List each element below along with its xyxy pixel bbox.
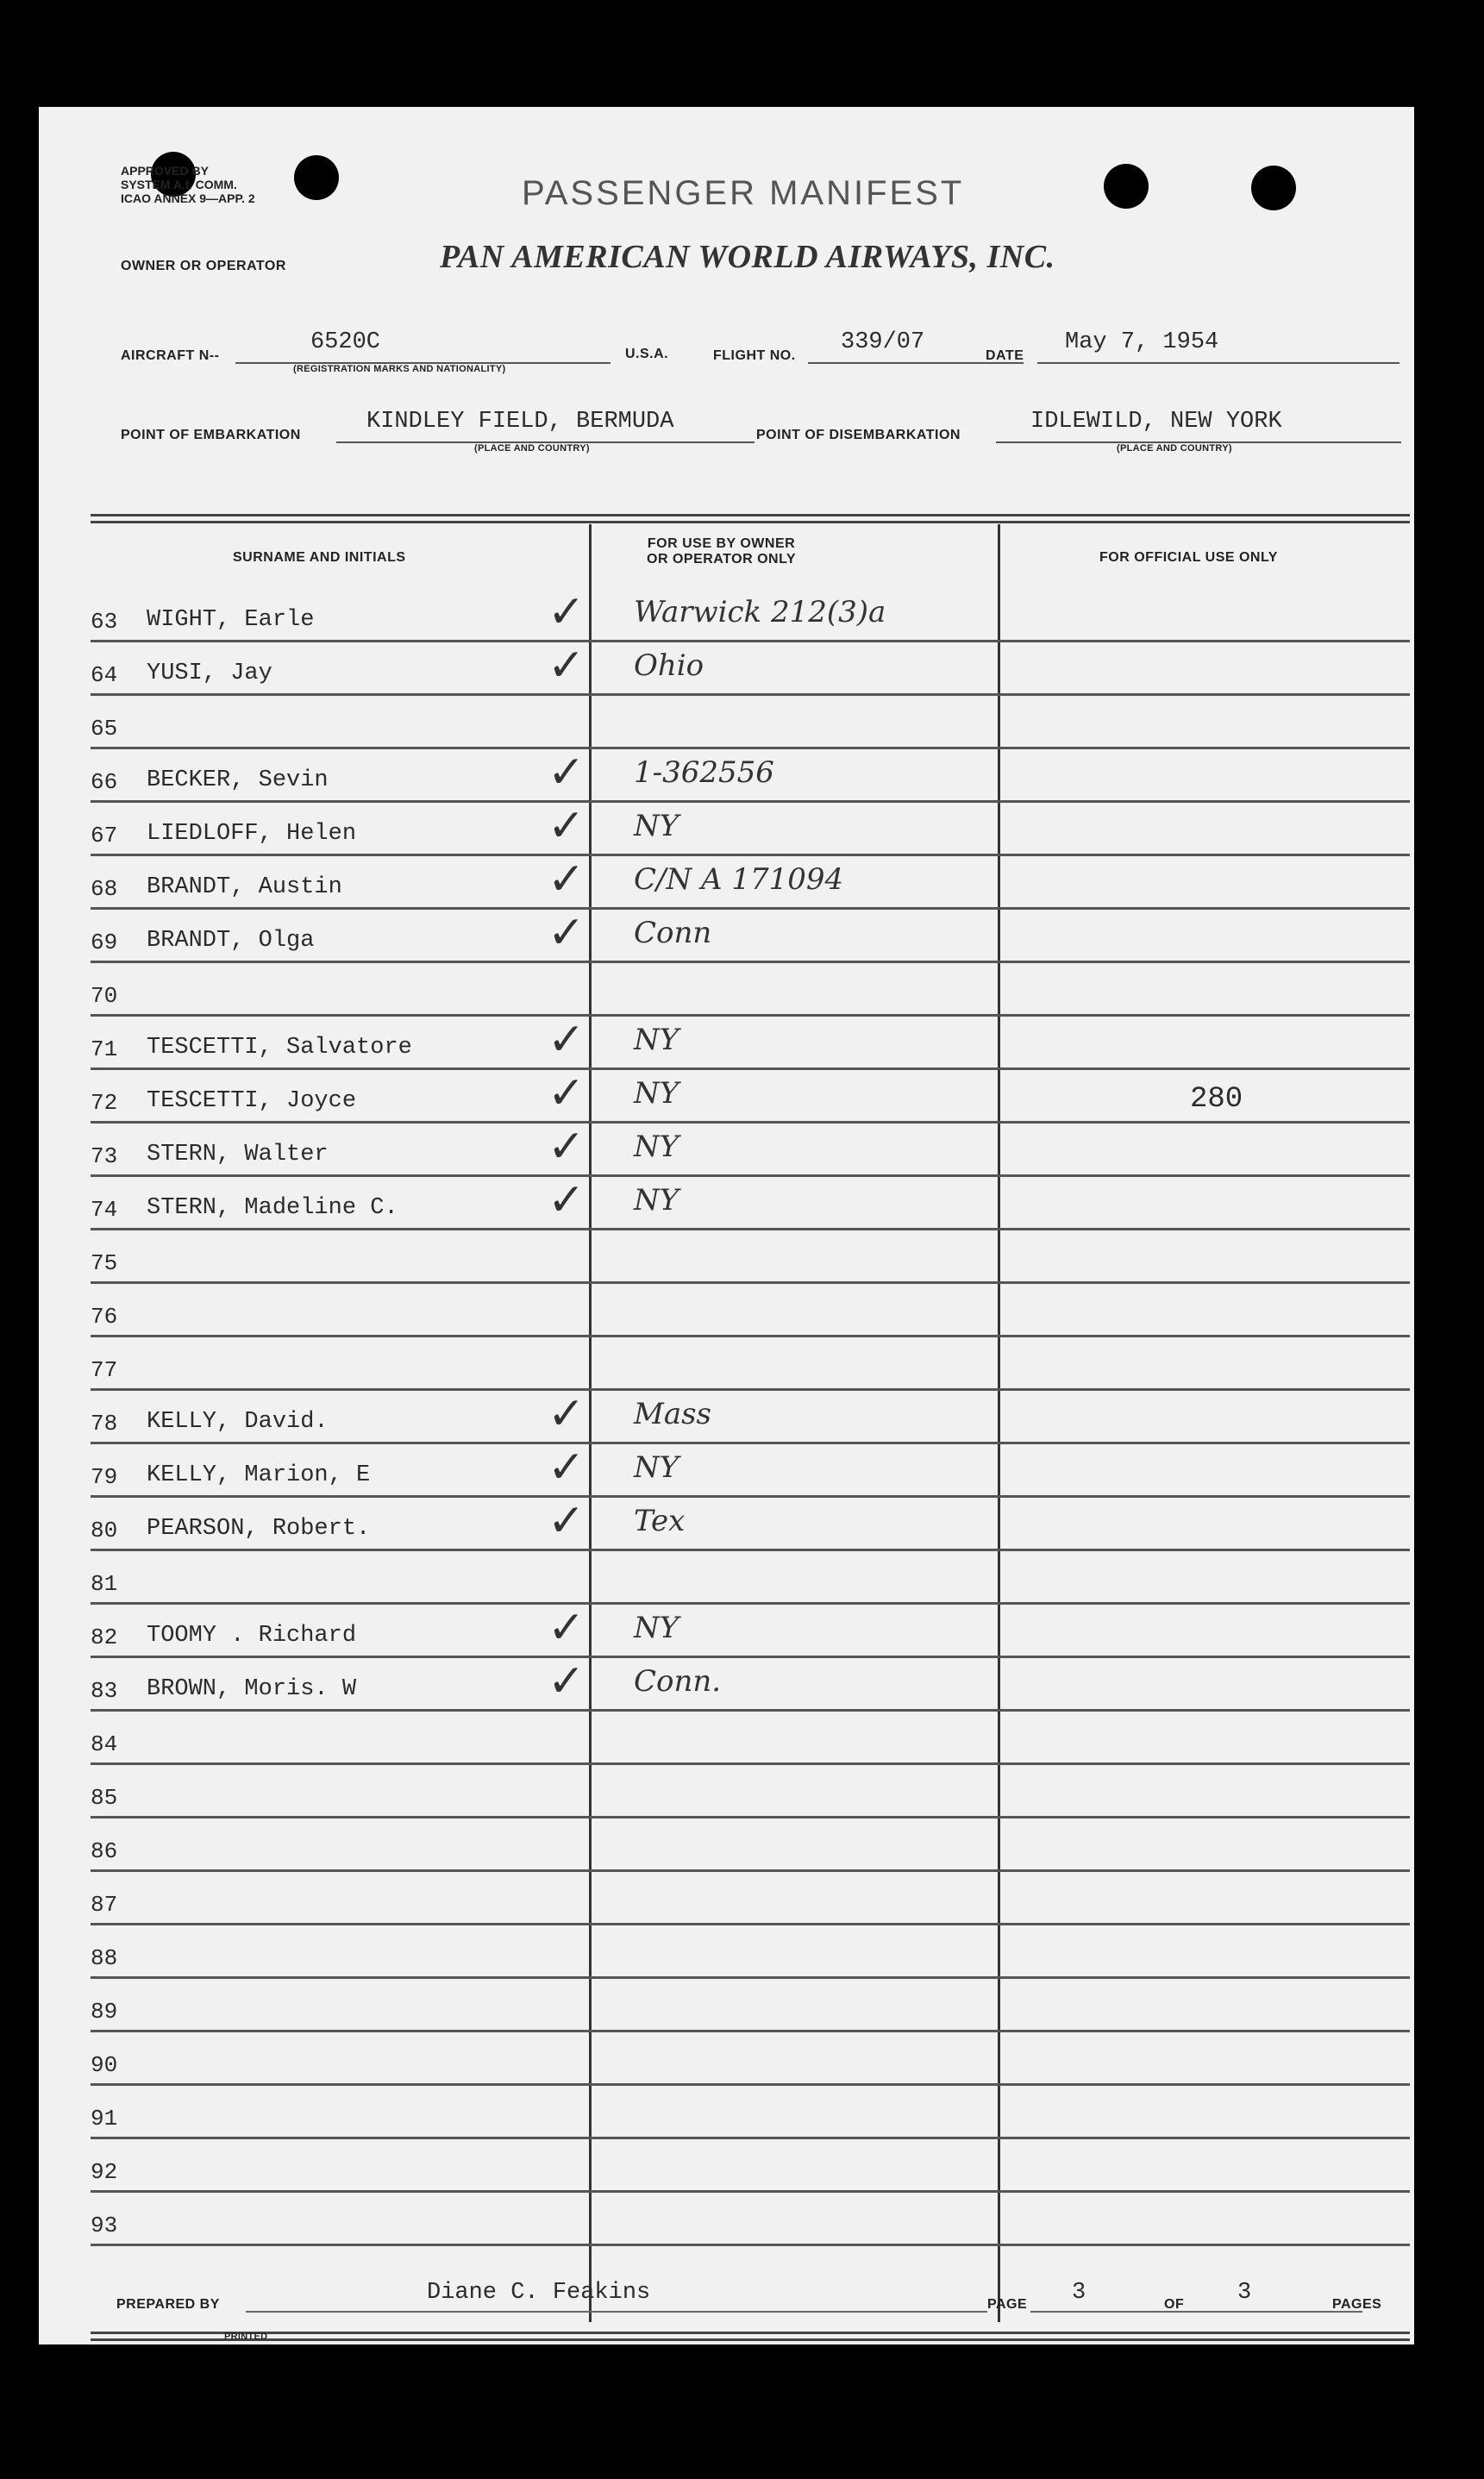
row-number: 78: [91, 1411, 118, 1437]
row-number: 66: [91, 769, 118, 795]
row-number: 71: [91, 1036, 118, 1062]
prepared-by-underline: [246, 2311, 987, 2313]
passenger-name: BECKER, Sevin: [147, 767, 329, 793]
row-number: 65: [91, 716, 118, 742]
row-number: 85: [91, 1785, 118, 1811]
table-row: [39, 1819, 1414, 1873]
operator-note: Warwick 212(3)a: [634, 595, 886, 629]
of-label: OF: [1164, 2297, 1185, 2312]
total-pages: 3: [1237, 2280, 1252, 2306]
row-rule: [91, 747, 1410, 749]
approval-line: ICAO ANNEX 9—APP. 2: [121, 191, 255, 205]
table-row: [39, 2194, 1414, 2247]
row-number: 89: [91, 1999, 118, 2025]
disembarkation-place-note: (PLACE AND COUNTRY): [1117, 443, 1232, 454]
table-row: [39, 1656, 1414, 1712]
table-bottom-rule-2: [91, 2338, 1410, 2341]
table-row: [39, 587, 1414, 643]
table-row: [39, 697, 1414, 750]
row-rule: [91, 1174, 1410, 1177]
row-number: 93: [91, 2213, 118, 2238]
row-number: 67: [91, 823, 118, 848]
check-mark-icon: ✓: [548, 908, 585, 958]
printed-mark: PRINTED: [224, 2332, 268, 2342]
row-number: 76: [91, 1304, 118, 1330]
row-number: 79: [91, 1464, 118, 1490]
row-number: 88: [91, 1945, 118, 1971]
row-rule: [91, 1709, 1410, 1712]
table-top-rule-2: [91, 521, 1410, 523]
row-rule: [91, 907, 1410, 910]
row-number: 87: [91, 1892, 118, 1918]
row-rule: [91, 854, 1410, 856]
table-row: [39, 1712, 1414, 1766]
passenger-name: WIGHT, Earle: [147, 607, 315, 633]
surname-column-header: SURNAME AND INITIALS: [233, 550, 406, 565]
row-rule: [91, 1976, 1410, 1979]
registration-note: (REGISTRATION MARKS AND NATIONALITY): [293, 364, 506, 374]
row-number: 73: [91, 1143, 118, 1169]
passenger-name: PEARSON, Robert.: [147, 1516, 371, 1542]
row-number: 83: [91, 1678, 118, 1704]
operator-note: NY: [634, 1611, 679, 1645]
row-number: 63: [91, 609, 118, 635]
check-mark-icon: ✓: [548, 1122, 585, 1172]
page-number: 3: [1072, 2280, 1086, 2306]
owner-use-header-line: OR OPERATOR ONLY: [647, 552, 797, 567]
disembarkation-label: POINT OF DISEMBARKATION: [756, 428, 961, 442]
row-number: 77: [91, 1357, 118, 1383]
row-rule: [91, 693, 1410, 696]
table-row: [39, 1496, 1414, 1552]
table-row: [39, 1926, 1414, 1980]
row-number: 80: [91, 1518, 118, 1543]
official-entry: 280: [1190, 1083, 1243, 1116]
date-label: DATE: [986, 348, 1024, 363]
table-row: [39, 1873, 1414, 1926]
row-rule: [91, 1281, 1410, 1284]
passenger-name: BRANDT, Olga: [147, 928, 315, 954]
row-number: 69: [91, 930, 118, 955]
table-row: [39, 1017, 1414, 1071]
table-row: [39, 1285, 1414, 1338]
row-number: 84: [91, 1731, 118, 1757]
passenger-name: STERN, Madeline C.: [147, 1195, 398, 1221]
operator-note: Mass: [634, 1397, 711, 1431]
aircraft-number: 6520C: [310, 329, 381, 355]
check-mark-icon: ✓: [548, 1656, 585, 1706]
row-number: 92: [91, 2159, 118, 2185]
row-rule: [91, 1388, 1410, 1391]
table-row: [39, 1552, 1414, 1606]
passenger-name: KELLY, David.: [147, 1409, 329, 1435]
row-rule: [91, 800, 1410, 803]
row-number: 81: [91, 1571, 118, 1597]
table-row: [39, 2033, 1414, 2087]
disembarkation-point: IDLEWILD, NEW YORK: [1030, 409, 1282, 435]
passenger-name: YUSI, Jay: [147, 660, 272, 686]
row-rule: [91, 1014, 1410, 1017]
row-rule: [91, 1656, 1410, 1658]
passenger-name: TESCETTI, Salvatore: [147, 1035, 412, 1061]
table-row: [39, 1068, 1414, 1124]
row-number: 68: [91, 876, 118, 902]
punch-hole-icon: [1251, 166, 1296, 210]
operator-note: NY: [634, 1450, 679, 1485]
table-row: [39, 1603, 1414, 1659]
row-number: 70: [91, 983, 118, 1009]
check-mark-icon: ✓: [548, 1068, 585, 1118]
row-rule: [91, 2083, 1410, 2086]
check-mark-icon: ✓: [548, 1175, 585, 1225]
table-row: [39, 1445, 1414, 1499]
row-number: 64: [91, 662, 118, 688]
row-number: 90: [91, 2052, 118, 2078]
check-mark-icon: ✓: [548, 1443, 585, 1493]
flight-label: FLIGHT NO.: [713, 348, 796, 363]
row-rule: [91, 1869, 1410, 1872]
embarkation-label: POINT OF EMBARKATION: [121, 428, 301, 442]
operator-note: NY: [634, 1130, 679, 1164]
row-number: 82: [91, 1624, 118, 1650]
approval-line: SYSTEM A.I. COMM.: [121, 178, 237, 191]
manifest-title: PASSENGER MANIFEST: [522, 174, 965, 212]
approval-line: APPROVED BY: [121, 164, 209, 178]
row-rule: [91, 640, 1410, 642]
date-underline: [1037, 362, 1399, 364]
row-rule: [91, 2030, 1410, 2032]
row-rule: [91, 1495, 1410, 1498]
table-top-rule: [91, 514, 1410, 516]
page-label: PAGE: [987, 2297, 1028, 2312]
operator-note: 1-362556: [634, 755, 774, 790]
table-row: [39, 643, 1414, 697]
pages-label: PAGES: [1332, 2297, 1382, 2312]
official-use-column-header: FOR OFFICIAL USE ONLY: [1099, 550, 1278, 565]
row-number: 86: [91, 1838, 118, 1864]
operator-note: Tex: [634, 1504, 686, 1538]
row-rule: [91, 1816, 1410, 1819]
operator-note: NY: [634, 1183, 679, 1218]
row-number: 74: [91, 1197, 118, 1223]
table-row: [39, 1231, 1414, 1285]
row-rule: [91, 2137, 1410, 2139]
passenger-name: BROWN, Moris. W: [147, 1676, 357, 1702]
operator-note: Ohio: [634, 648, 704, 683]
punch-hole-icon: [1104, 164, 1149, 209]
passenger-name: STERN, Walter: [147, 1142, 329, 1168]
passenger-name: LIEDLOFF, Helen: [147, 821, 357, 847]
table-row: [39, 1338, 1414, 1392]
table-row: [39, 1766, 1414, 1819]
row-rule: [91, 2190, 1410, 2193]
check-mark-icon: ✓: [548, 1603, 585, 1653]
check-mark-icon: ✓: [548, 1496, 585, 1546]
punch-hole-icon: [294, 155, 339, 200]
row-rule: [91, 1228, 1410, 1230]
passenger-name: TOOMY . Richard: [147, 1623, 357, 1649]
table-row: [39, 857, 1414, 911]
table-row: [39, 1980, 1414, 2033]
row-rule: [91, 1923, 1410, 1925]
operator-note: NY: [634, 809, 679, 843]
check-mark-icon: ✓: [548, 1015, 585, 1065]
table-row: [39, 1124, 1414, 1178]
preparer-name: Diane C. Feakins: [427, 2280, 651, 2306]
prepared-by-label: PREPARED BY: [116, 2297, 220, 2312]
approval-note: [121, 164, 255, 205]
owner-label: OWNER OR OPERATOR: [121, 259, 286, 273]
passenger-name: KELLY, Marion, E: [147, 1462, 371, 1488]
row-rule: [91, 1121, 1410, 1124]
operator-name: PAN AMERICAN WORLD AIRWAYS, INC.: [440, 239, 1055, 275]
row-rule: [91, 961, 1410, 963]
operator-note: C/N A 171094: [634, 862, 844, 897]
check-mark-icon: ✓: [548, 1389, 585, 1439]
operator-note: Conn: [634, 916, 712, 950]
check-mark-icon: ✓: [548, 801, 585, 851]
aircraft-label: AIRCRAFT N--: [121, 348, 220, 363]
owner-use-column-header: [647, 536, 796, 567]
flight-date: May 7, 1954: [1065, 329, 1219, 355]
check-mark-icon: ✓: [548, 641, 585, 691]
operator-note: Conn.: [634, 1664, 722, 1699]
country-label: U.S.A.: [625, 347, 669, 361]
row-rule: [91, 1762, 1410, 1765]
manifest-sheet: [39, 107, 1414, 2344]
owner-use-header-line: FOR USE BY OWNER: [647, 536, 796, 551]
row-rule: [91, 2244, 1410, 2246]
check-mark-icon: ✓: [548, 855, 585, 905]
table-row: [39, 750, 1414, 804]
table-row: [39, 964, 1414, 1017]
embarkation-point: KINDLEY FIELD, BERMUDA: [366, 409, 674, 435]
passenger-name: BRANDT, Austin: [147, 874, 342, 900]
table-row: [39, 1389, 1414, 1445]
row-rule: [91, 1549, 1410, 1551]
passenger-name: TESCETTI, Joyce: [147, 1088, 357, 1114]
row-number: 72: [91, 1090, 118, 1116]
table-row: [39, 2140, 1414, 2194]
table-row: [39, 801, 1414, 857]
row-rule: [91, 1602, 1410, 1605]
table-row: [39, 2087, 1414, 2140]
table-row: [39, 908, 1414, 964]
table-row: [39, 1175, 1414, 1231]
table-bottom-rule: [91, 2332, 1410, 2334]
row-rule: [91, 1335, 1410, 1337]
row-rule: [91, 1067, 1410, 1070]
flight-number: 339/07: [841, 329, 925, 355]
check-mark-icon: ✓: [548, 748, 585, 798]
row-rule: [91, 1442, 1410, 1444]
row-number: 75: [91, 1250, 118, 1276]
row-number: 91: [91, 2106, 118, 2132]
operator-note: NY: [634, 1076, 679, 1111]
check-mark-icon: ✓: [548, 587, 585, 637]
embarkation-place-note: (PLACE AND COUNTRY): [474, 443, 590, 454]
operator-note: NY: [634, 1023, 679, 1057]
